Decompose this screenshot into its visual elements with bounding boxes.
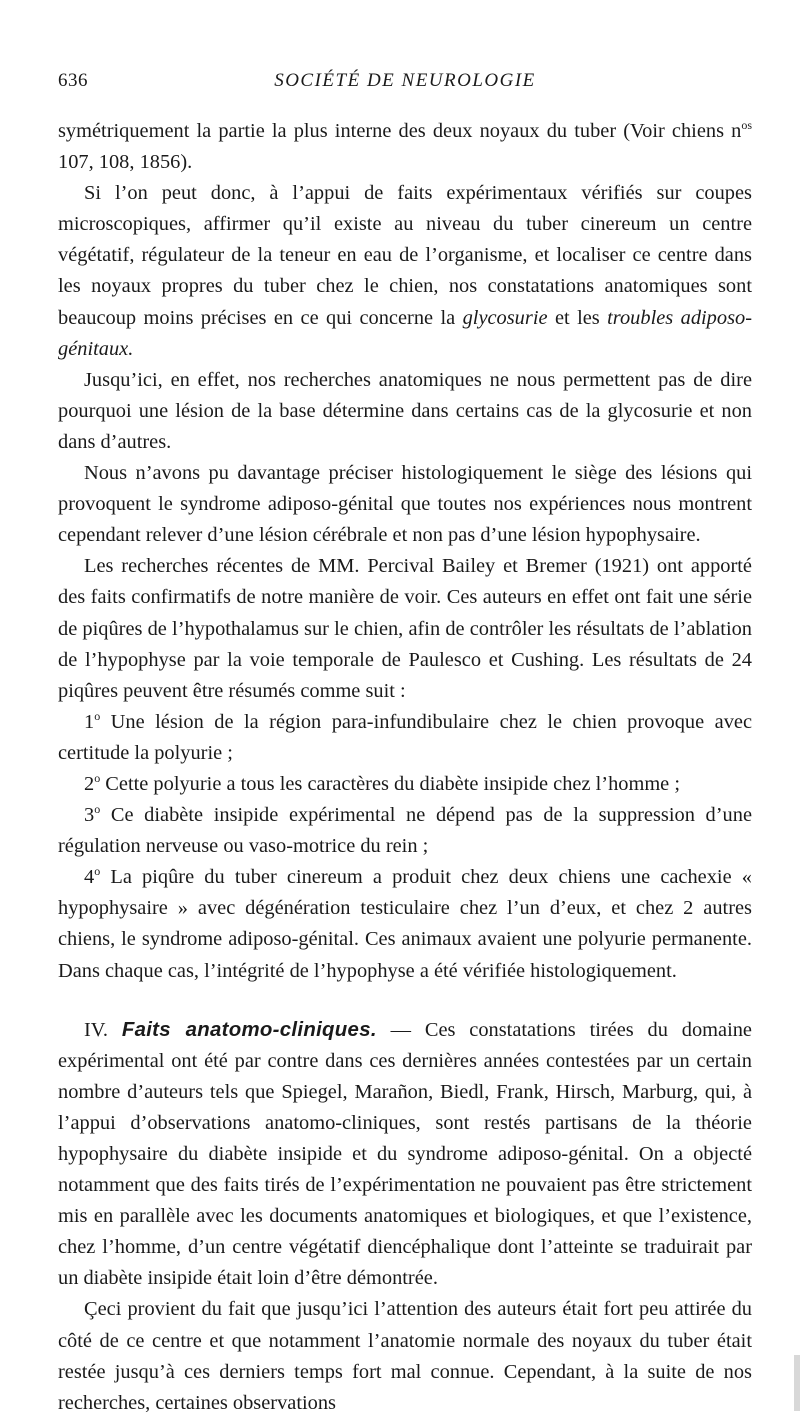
list-item xyxy=(58,862,752,986)
superscript: o xyxy=(94,771,101,786)
superscript: o xyxy=(94,708,101,723)
running-title: SOCIÉTÉ DE NEUROLOGIE xyxy=(274,70,536,91)
section-numeral: IV. xyxy=(84,1018,122,1041)
section-title: Faits anatomo-cliniques. xyxy=(121,1018,377,1041)
list-item xyxy=(58,769,752,800)
text-run: Si l’on peut donc, à l’appui de faits expérimentaux vérifiés sur coupes microscopiques, affirmer qu’il existe au niveau du tuber cinereum un centre végétatif, régulateur de la teneur en eau de l’organisme, et localiser ce centre dans les noyaux propres du tuber chez le chien, nos constatations anatomiques sont beaucoup moins précises en ce qui concerne la xyxy=(58,182,752,329)
page-number: 636 xyxy=(58,70,88,91)
superscript: os xyxy=(741,118,752,133)
list-number: 3 xyxy=(84,804,95,827)
paragraph-3: Jusqu’ici, en effet, nos recherches anatomiques ne nous permettent pas de dire pourquoi une lésion de la base détermine dans certains cas de la glycosurie et non dans d’autres. xyxy=(58,368,752,453)
paragraph-1 xyxy=(58,116,752,178)
italic-term: glycosurie xyxy=(462,306,548,329)
list-item xyxy=(58,800,752,862)
list-text: Une lésion de la région para-infundibulaire chez le chien provoque avec certitude la polyurie ; xyxy=(58,710,752,764)
section-iv-paragraph xyxy=(58,1015,752,1295)
body-text xyxy=(58,116,752,1419)
list-text: Cette polyurie a tous les caractères du diabète insipide chez l’homme ; xyxy=(100,772,680,795)
list-text: La piqûre du tuber cinereum a produit chez deux chiens une cachexie « hypophysaire » avec dégénération testiculaire chez l’un d’eux, et chez 2 autres chiens, le syndrome adiposo-génital. Ces animaux avaient une polyurie permanente. Dans chaque cas, l’intégrité de l’hypophyse a été vérifiée histologiquement. xyxy=(58,866,752,982)
list-number: 4 xyxy=(84,866,95,889)
superscript: o xyxy=(94,864,101,879)
text-run: symétriquement la partie la plus interne des deux noyaux du tuber (Voir chiens n xyxy=(58,120,742,142)
text-run: — Ces constatations tirées du domaine expérimental ont été par contre dans ces dernières années contestées par un certain nombre d’auteurs tels que Spiegel, Marañon, Biedl, Frank, Hirsch, Marburg, qui, à l’appui d’observations anatomo-cliniques, sont restés partisans de la théorie hypophysaire du diabète insipide et du syndrome adiposo-génital. On a objecté notamment que des faits tirés de l’expérimentation ne pouvaient pas être strictement mis en parallèle avec les documents anatomiques et biologiques, et que l’existence, chez l’homme, d’un centre végétatif diencéphalique dont l’atteinte se traduirait par un diabète insipide était loin d’être démontrée. xyxy=(58,1018,752,1290)
list-number: 2 xyxy=(84,772,95,795)
superscript: o xyxy=(94,802,101,817)
scan-edge-mark xyxy=(794,1355,800,1411)
paragraph-2 xyxy=(58,178,752,365)
list-text: Ce diabète insipide expérimental ne dépend pas de la suppression d’une régulation nerveuse ou vaso-motrice du rein ; xyxy=(58,804,752,858)
paragraph-5: Les recherches récentes de MM. Percival Bailey et Bremer (1921) ont apporté des faits confirmatifs de notre manière de voir. Ces auteurs en effet ont fait une série de piqûres de l’hypothalamus sur le chien, afin de contrôler les résultats de l’ablation de l’hypophyse par la voie temporale de Paulesco et Cushing. Les résultats de 24 piqûres peuvent être résumés comme suit : xyxy=(58,555,752,702)
text-run: 107, 108, 1856). xyxy=(58,151,193,174)
list-item xyxy=(58,707,752,769)
list-number: 1 xyxy=(84,710,95,733)
page-header xyxy=(58,70,752,96)
paragraph-last: Çeci provient du fait que jusqu’ici l’attention des auteurs était fort peu attirée du côté de ce centre et que notamment l’anatomie normale des noyaux du tuber était restée jusqu’à ces derniers temps fort mal connue. Cependant, à la suite de nos recherches, certaines observations xyxy=(58,1298,752,1414)
text-run: et les xyxy=(547,306,608,329)
italic-term: troubles adiposo-génitaux. xyxy=(58,306,752,360)
paragraph-4: Nous n’avons pu davantage préciser histologiquement le siège des lésions qui provoquent le syndrome adiposo-génital que toutes nos expériences nous montrent cependant relever d’une lésion cérébrale et non pas d’une lésion hypophysaire. xyxy=(58,462,752,547)
